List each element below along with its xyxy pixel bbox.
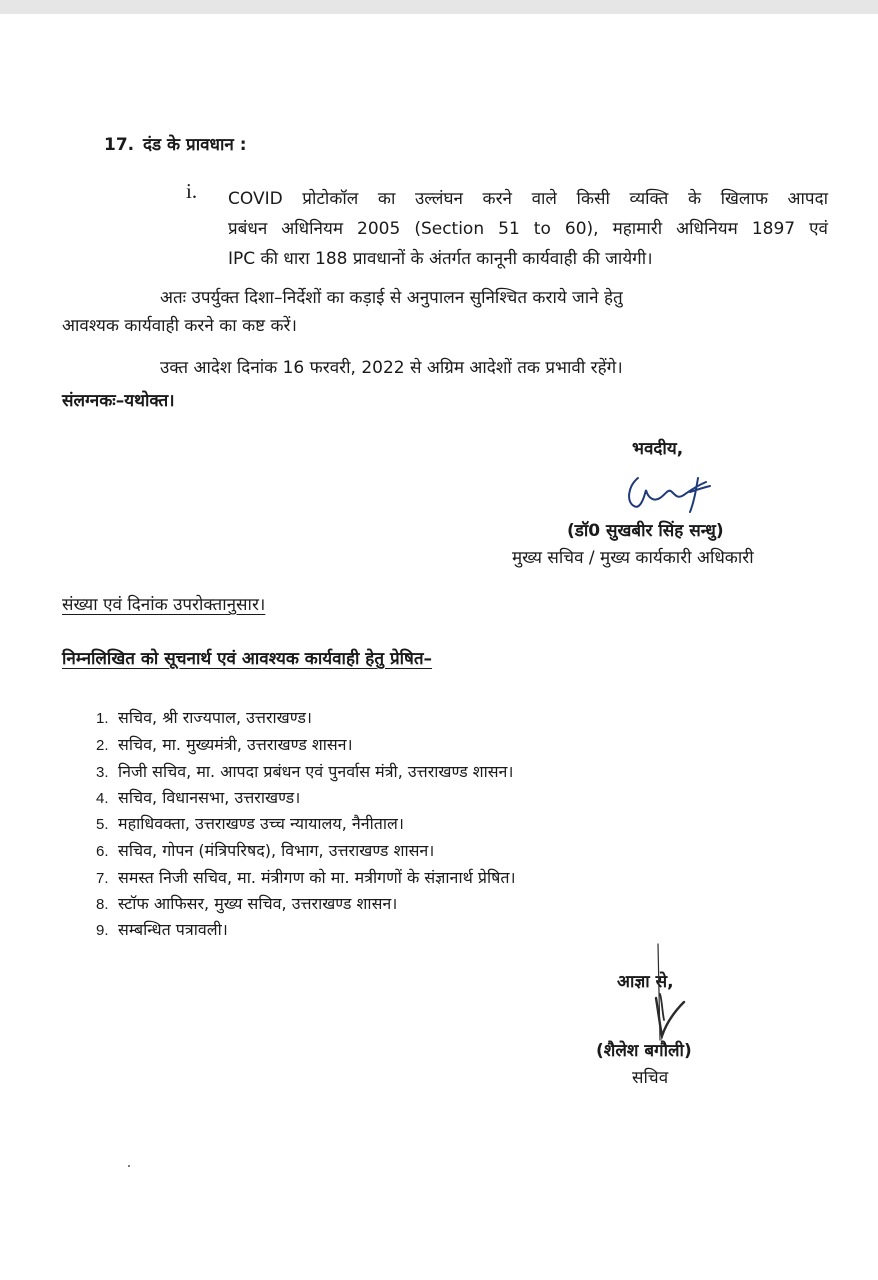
forward-heading: निम्नलिखित को सूचनार्थ एवं आवश्यक कार्यवाही हेतु प्रेषित– (62, 649, 433, 669)
clause-marker: i. (186, 179, 198, 203)
list-item: 8. स्टॉफ आफिसर, मुख्य सचिव, उत्तराखण्ड शासन। (96, 894, 398, 913)
scan-top-edge (0, 0, 878, 14)
reference-line: संख्या एवं दिनांक उपरोक्तानुसार। (62, 595, 266, 615)
list-item: 1. सचिव, श्री राज्यपाल, उत्तराखण्ड। (96, 708, 312, 727)
salutation-1: भवदीय, (632, 439, 684, 459)
compliance-line-2: आवश्यक कार्यवाही करने का कष्ट करें। (62, 316, 297, 336)
clause-line-3: IPC की धारा 188 प्रावधानों के अंतर्गत कानूनी कार्यवाही की जायेगी। (228, 249, 653, 269)
section-heading: दंड के प्रावधान : (143, 135, 247, 155)
salutation-2: आज्ञा से, (617, 972, 674, 992)
section-number: 17. (104, 135, 135, 155)
enclosure-note: संलग्नकः–यथोक्त। (62, 391, 175, 411)
signature-2 (640, 940, 700, 1050)
list-item: 5. महाधिवक्ता, उत्तराखण्ड उच्च न्यायालय, नैनीताल। (96, 814, 404, 833)
list-item: 3. निजी सचिव, मा. आपदा प्रबंधन एवं पुनर्वास मंत्री, उत्तराखण्ड शासन। (96, 762, 514, 781)
signatory-1-designation: मुख्य सचिव / मुख्य कार्यकारी अधिकारी (512, 548, 754, 568)
signatory-1-name: (डॉ0 सुखबीर सिंह सन्धु) (567, 521, 724, 541)
scan-speck (128, 1165, 130, 1167)
list-item: 9. सम्बन्धित पत्रावली। (96, 920, 228, 939)
effective-date-para: उक्त आदेश दिनांक 16 फरवरी, 2022 से अग्रिम आदेशों तक प्रभावी रहेंगे। (160, 358, 623, 378)
clause-line-2: प्रबंधन अधिनियम 2005 (Section 51 to 60), महामारी अधिनियम 1897 एवं (228, 219, 828, 239)
list-item: 2. सचिव, मा. मुख्यमंत्री, उत्तराखण्ड शासन। (96, 735, 353, 754)
compliance-line-1: अतः उपर्युक्त दिशा–निर्देशों का कड़ाई से अनुपालन सुनिश्चित कराये जाने हेतु (160, 288, 623, 308)
list-item: 6. सचिव, गोपन (मंत्रिपरिषद), विभाग, उत्तराखण्ड शासन। (96, 841, 435, 860)
list-item: 7. समस्त निजी सचिव, मा. मंत्रीगण को मा. मत्रीगणों के संज्ञानार्थ प्रेषित। (96, 868, 516, 887)
clause-line-1: COVID प्रोटोकॉल का उल्लंघन करने वाले किसी व्यक्ति के खिलाफ आपदा (228, 189, 828, 209)
signatory-2-designation: सचिव (632, 1068, 669, 1088)
signatory-2-name: (शैलेश बगौली) (596, 1041, 692, 1061)
list-item: 4. सचिव, विधानसभा, उत्तराखण्ड। (96, 788, 301, 807)
signature-1 (620, 468, 720, 518)
